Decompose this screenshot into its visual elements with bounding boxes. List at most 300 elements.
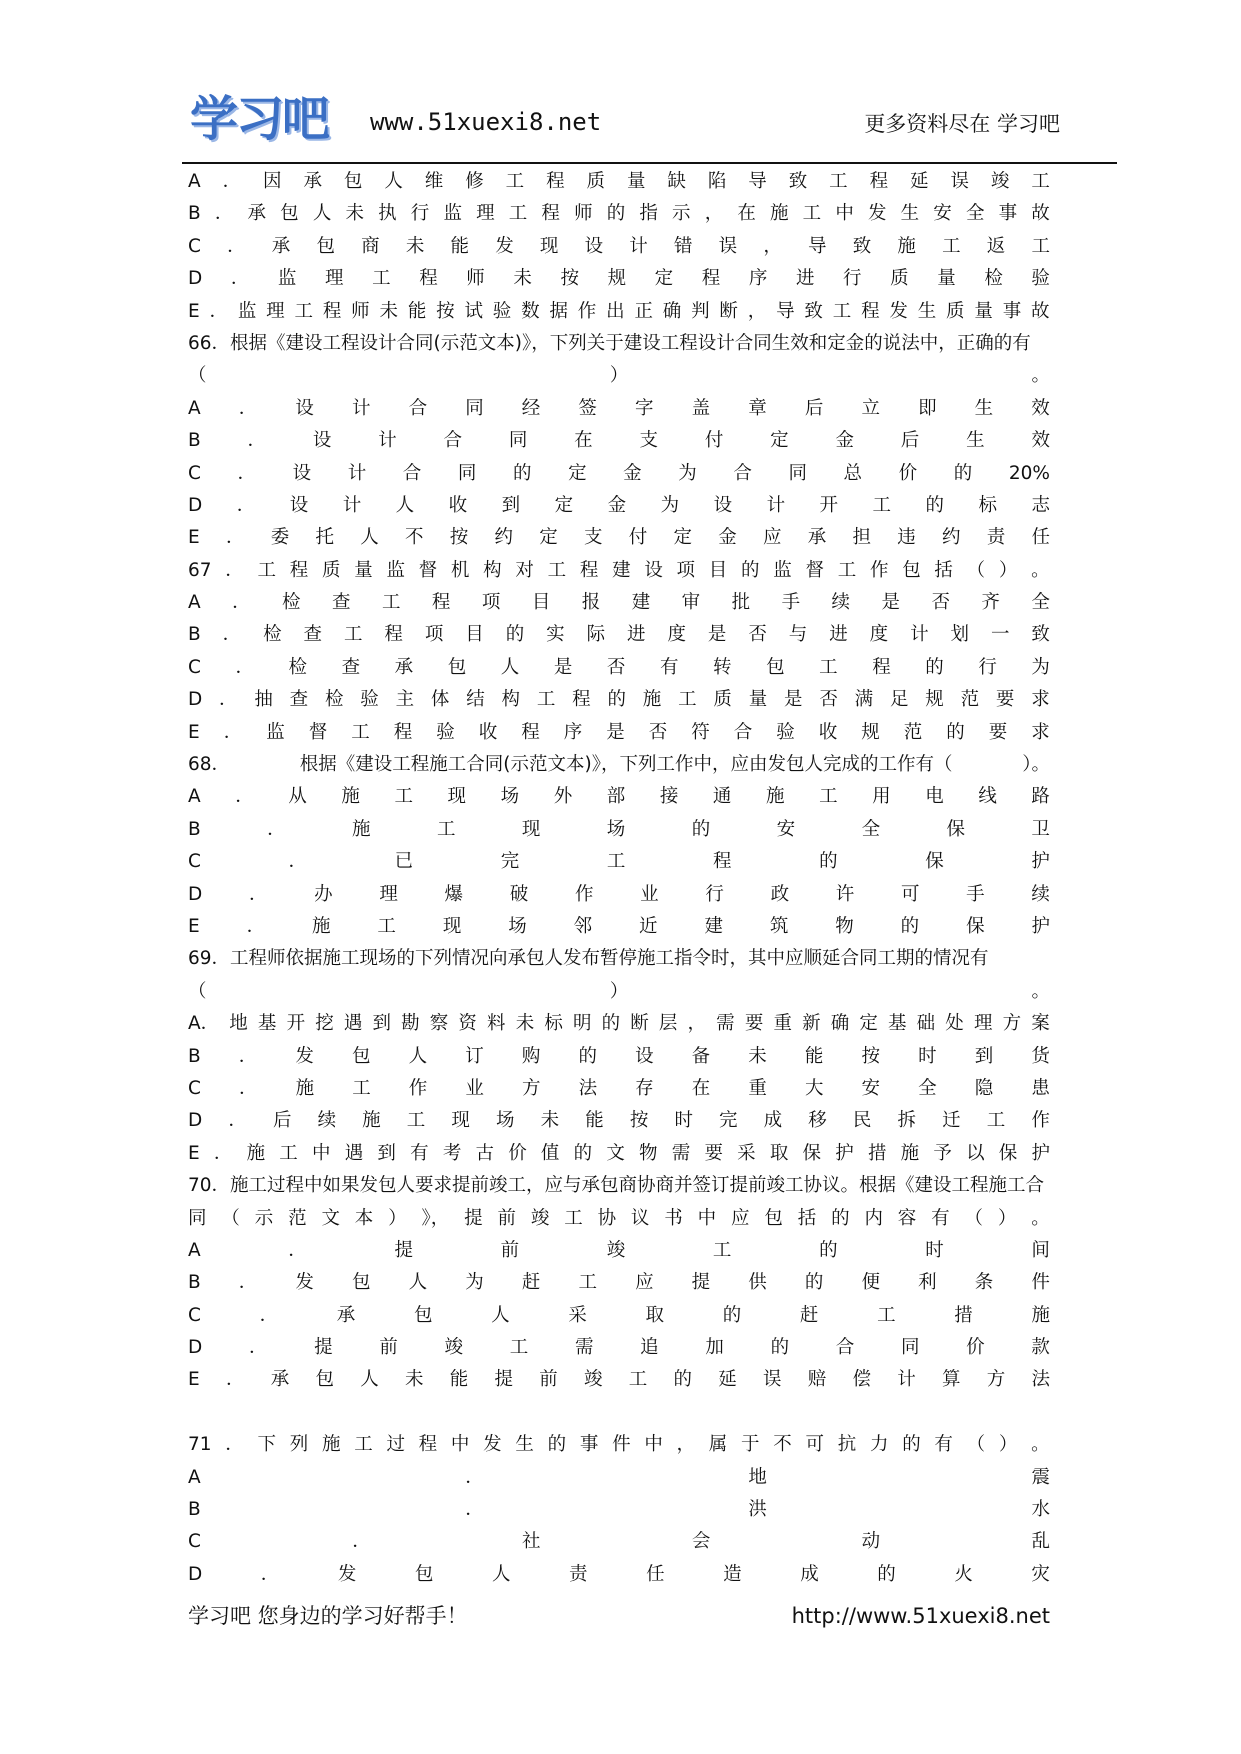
text-token: 合 [408, 397, 428, 419]
text-token: 的 [505, 624, 525, 646]
text-line [188, 231, 1050, 263]
text-token: 要 [704, 1142, 723, 1164]
footer-url: http://www.51xuexi8.net [791, 1604, 1050, 1628]
text-token: 托 [315, 527, 334, 549]
text-token: ． [225, 1369, 245, 1391]
text-token: 定 [654, 268, 674, 290]
text-token: 度 [667, 624, 686, 646]
text-token: ）。 [1022, 754, 1050, 776]
text-token: 工 [294, 300, 314, 322]
text-line [188, 296, 1050, 328]
text-token: 中 [835, 203, 854, 225]
text-token: 报 [581, 592, 601, 614]
text-token: 生 [515, 1434, 534, 1456]
text-token: 护 [1031, 1142, 1050, 1164]
text-token: 目 [708, 559, 728, 581]
text-line [188, 652, 1050, 684]
text-line [188, 490, 1050, 522]
text-token: 动 [861, 1531, 881, 1553]
text-token: E [188, 300, 200, 322]
text-token: 用 [872, 786, 891, 808]
text-token: 洪 [748, 1499, 767, 1521]
text-token: 行 [410, 203, 430, 225]
text-token: 建 [612, 559, 631, 581]
text-token: 人 [395, 494, 415, 516]
text-token: A [188, 1239, 201, 1261]
text-token: 生 [900, 203, 920, 225]
text-line [188, 1170, 1050, 1202]
text-line [188, 425, 1050, 457]
text-line [188, 749, 1050, 781]
footer-slogan: 学习吧 您身边的学习好帮手！ [188, 1604, 468, 1628]
text-token: 应 [762, 527, 782, 549]
text-token: 包 [315, 1369, 334, 1391]
text-token: 对 [515, 559, 534, 581]
text-token: ． [238, 1272, 258, 1294]
text-token: 约 [494, 527, 513, 549]
text-token: 指 [639, 203, 658, 225]
text-line [188, 263, 1050, 295]
text-token: 检 [324, 689, 344, 711]
text-token: 定 [770, 430, 789, 452]
text-token: 地 [748, 1466, 767, 1488]
text-token: 有 [410, 1142, 429, 1164]
text-token: 的 [877, 1563, 896, 1585]
text-token: 人 [408, 1045, 428, 1067]
text-token: 的 [691, 818, 711, 840]
text-token: 示 [672, 203, 691, 225]
text-token: ． [219, 689, 238, 711]
text-token: （ [966, 1434, 986, 1456]
text-token: 的 [953, 462, 973, 484]
text-token: 因 [263, 171, 282, 192]
text-token: ． [352, 1531, 371, 1553]
text-token: 础 [916, 1013, 936, 1035]
text-token: 在 [691, 1077, 711, 1099]
text-token: 为 [678, 462, 697, 484]
text-token: 加 [705, 1337, 724, 1359]
text-token: 一 [990, 624, 1010, 646]
text-token: 审 [681, 592, 701, 614]
text-token: 需 [671, 1142, 691, 1164]
text-token: 物 [835, 915, 854, 937]
text-token: 括 [797, 1207, 817, 1229]
text-token: 人 [360, 527, 379, 549]
text-token: 过 [386, 1434, 405, 1456]
text-token: 进 [795, 268, 815, 290]
text-token: 社 [522, 1531, 541, 1553]
text-token: 承 [270, 1369, 290, 1391]
text-token: 确 [830, 1013, 850, 1035]
text-token: 保 [802, 1142, 822, 1164]
text-token: 委 [270, 527, 290, 549]
text-token: 误 [762, 1369, 782, 1391]
text-token: 担 [852, 527, 871, 549]
text-token: 项 [481, 592, 501, 614]
text-token: 完 [719, 1110, 738, 1132]
text-token: 章 [748, 397, 767, 419]
text-token: E [188, 915, 200, 937]
text-token: 确 [662, 300, 682, 322]
text-token: 提 [691, 1272, 711, 1294]
text-token: 施 [312, 915, 331, 937]
text-token: 大 [804, 1077, 824, 1099]
text-token: 支 [583, 527, 603, 549]
page-header [190, 70, 1120, 162]
text-token: ． [225, 1434, 244, 1456]
text-token: 包 [316, 235, 335, 257]
text-token: 批 [731, 592, 751, 614]
text-token: 场 [508, 915, 527, 937]
text-token: 本 [354, 1207, 374, 1229]
text-token: 火 [954, 1563, 973, 1585]
text-token: ． [227, 235, 246, 257]
text-token: 否 [748, 624, 767, 646]
text-token: 包 [447, 656, 467, 678]
text-token: 力 [869, 1434, 889, 1456]
text-token: 安 [933, 203, 952, 225]
text-token: 发 [867, 203, 887, 225]
text-token: 缺 [667, 171, 686, 192]
text-token: 于 [741, 1434, 760, 1456]
text-token: 收 [478, 721, 498, 743]
text-token: 购 [521, 1045, 541, 1067]
text-token: ． [225, 527, 245, 549]
text-token: 书 [664, 1207, 683, 1229]
text-token: 划 [950, 624, 970, 646]
text-token: ． [209, 300, 229, 322]
text-token: 计 [766, 494, 786, 516]
text-token: 人 [491, 1563, 511, 1585]
text-token: 应 [635, 1272, 654, 1294]
text-token: 工 [872, 494, 892, 516]
text-token: 工 [837, 559, 857, 581]
text-token: 延 [718, 1369, 737, 1391]
text-token: 破 [509, 883, 529, 905]
text-token: 全 [1031, 592, 1050, 614]
text-token: 事 [579, 1434, 599, 1456]
text-token: 时 [674, 1110, 693, 1132]
text-token: 总 [843, 462, 863, 484]
text-token: 提 [394, 1239, 413, 1261]
text-token: 人 [408, 1272, 428, 1294]
text-token: 监 [277, 268, 297, 290]
text-token: ． [288, 851, 308, 873]
text-line [188, 911, 1050, 943]
text-token: 否 [606, 656, 626, 678]
text-token: D [188, 689, 203, 711]
text-token: 未 [404, 1369, 424, 1391]
text-token: 人 [491, 1304, 510, 1326]
text-token: 场 [606, 818, 626, 840]
text-token: 的 [547, 1434, 567, 1456]
text-token: 的 [578, 1045, 597, 1067]
text-token: 方 [1002, 1013, 1022, 1035]
text-token: 业 [465, 1077, 484, 1099]
text-token: 设 [312, 430, 332, 452]
text-token: ， [676, 1434, 696, 1456]
text-token: 重 [748, 1077, 767, 1099]
text-token: 察 [429, 1013, 449, 1035]
text-token: 的 [573, 1142, 593, 1164]
text-token: 属 [708, 1434, 728, 1456]
text-token: B [188, 1045, 201, 1067]
text-token: 工 [832, 300, 852, 322]
text-token: 计 [897, 1369, 916, 1391]
text-token: 执 [378, 203, 397, 225]
text-token: 法 [578, 1077, 598, 1099]
text-token: 在 [574, 430, 593, 452]
text-token: 程 [579, 559, 599, 581]
text-token: 业 [640, 883, 659, 905]
text-token: 满 [854, 689, 874, 711]
text-token: 质 [890, 268, 909, 290]
text-token: 机 [450, 559, 470, 581]
text-line [188, 1041, 1050, 1073]
text-token: 。 [1031, 1434, 1050, 1456]
text-token: ） [609, 365, 629, 387]
text-token: 施 [900, 1142, 920, 1164]
text-token: 程 [546, 171, 565, 192]
text-token: 督 [308, 721, 328, 743]
text-token: 导 [776, 300, 795, 322]
text-token: 工 [279, 1142, 298, 1164]
text-token: 标 [978, 494, 998, 516]
text-token: 程 [701, 268, 721, 290]
text-token: 程 [419, 268, 438, 290]
text-token: 完 [500, 851, 520, 873]
text-token: 量 [748, 689, 768, 711]
text-token: 足 [889, 689, 909, 711]
text-token: 全 [965, 203, 985, 225]
text-token: 订 [465, 1045, 484, 1067]
text-token: B [188, 1499, 201, 1521]
text-token: 经 [521, 397, 541, 419]
text-token: 价 [966, 1337, 985, 1359]
text-token: 齐 [981, 592, 1000, 614]
text-token: C [188, 235, 201, 257]
text-token: ） [997, 1207, 1017, 1229]
text-token: 现 [451, 1110, 470, 1132]
text-token: 能 [804, 1045, 824, 1067]
text-token: 基 [257, 1013, 277, 1035]
text-token: 承 [336, 1304, 356, 1326]
text-token: 民 [852, 1110, 872, 1132]
text-token: ． [235, 786, 254, 808]
text-token: ． [237, 462, 257, 484]
text-token: 竣 [990, 171, 1010, 192]
text-token: 否 [931, 592, 950, 614]
text-token: 计 [629, 235, 648, 257]
text-token: 同 [900, 1337, 920, 1359]
text-token: 未 [345, 203, 364, 225]
text-token: 查 [303, 624, 323, 646]
text-token: 处 [945, 1013, 964, 1035]
text-token: 前 [500, 1239, 520, 1261]
text-token: 求 [1031, 689, 1050, 711]
text-token: 判 [691, 300, 710, 322]
text-token: 取 [769, 1142, 789, 1164]
text-token: 便 [861, 1272, 881, 1294]
text-token: ． [223, 721, 243, 743]
text-token: 监 [237, 300, 257, 322]
text-token: 监 [266, 721, 285, 743]
text-token: 工 [343, 624, 363, 646]
text-token: 致 [1031, 624, 1050, 646]
text-token: 工 [509, 1337, 529, 1359]
text-token: 验 [776, 721, 795, 743]
text-token: 故 [1031, 300, 1050, 322]
text-token: 前 [497, 1207, 516, 1229]
text-token: 效 [1031, 430, 1050, 452]
text-token: 料 [487, 1013, 506, 1035]
text-token: 量 [937, 268, 956, 290]
text-token: 任 [1031, 527, 1050, 549]
text-token: 建 [704, 915, 723, 937]
text-line [188, 1429, 1050, 1461]
text-token: 进 [627, 624, 646, 646]
text-token: 程 [289, 559, 309, 581]
text-token: D [188, 1563, 203, 1585]
text-token: B [188, 624, 201, 646]
text-token: 采 [568, 1304, 587, 1326]
text-token: 定 [539, 527, 558, 549]
text-token: 建 [631, 592, 651, 614]
text-token: 需 [574, 1337, 594, 1359]
text-token: 办 [314, 883, 333, 905]
text-token: 拆 [897, 1110, 916, 1132]
text-token: 从 [288, 786, 307, 808]
text-token: 开 [819, 494, 839, 516]
text-line [188, 781, 1050, 813]
text-token: 理 [325, 268, 344, 290]
text-token: 未 [379, 300, 398, 322]
text-token: 作 [574, 883, 594, 905]
text-line [188, 846, 1050, 878]
text-token: 理 [476, 203, 495, 225]
text-token: 导 [808, 235, 827, 257]
text-token: 价 [898, 462, 918, 484]
text-token: 为 [660, 494, 680, 516]
text-token: 延 [910, 171, 929, 192]
page-footer [188, 1598, 1050, 1634]
text-token: 承 [394, 656, 414, 678]
text-token: 质 [321, 559, 341, 581]
text-token: 续 [831, 592, 851, 614]
text-token: 作 [869, 559, 889, 581]
text-line [188, 976, 1050, 1008]
text-token: 定 [673, 527, 692, 549]
text-token: 追 [640, 1337, 659, 1359]
text-token: 存 [635, 1077, 654, 1099]
text-token: 保 [925, 851, 944, 873]
text-token: 工 [381, 592, 401, 614]
text-token: 有 [659, 656, 679, 678]
text-token: 监 [443, 203, 462, 225]
text-token: 后 [272, 1110, 292, 1132]
text-token: 的 [722, 1304, 742, 1326]
text-token: 可 [805, 1434, 824, 1456]
text-token: 价 [508, 1142, 527, 1164]
text-token: 。 [1031, 980, 1050, 1002]
text-token: 护 [1031, 915, 1050, 937]
text-token: 构 [483, 559, 502, 581]
text-token: 采 [737, 1142, 756, 1164]
text-token: 患 [1031, 1077, 1050, 1099]
text-token: 地 [229, 1013, 248, 1035]
text-token: 发 [483, 1434, 502, 1456]
text-token: 工 [406, 1110, 426, 1132]
text-token: 志 [1031, 494, 1050, 516]
text-token: 到 [377, 1142, 396, 1164]
text-token: C [188, 851, 201, 873]
text-line [188, 1138, 1050, 1170]
text-token: 工 [819, 656, 838, 678]
text-token: 事 [1002, 300, 1022, 322]
text-token: 约 [941, 527, 961, 549]
text-token: 师 [351, 300, 370, 322]
text-token: ． [260, 1563, 280, 1585]
text-token: 度 [869, 624, 889, 646]
text-token: 71 [188, 1434, 212, 1456]
text-token: 的 [900, 915, 920, 937]
text-token: 的 [804, 1272, 824, 1294]
text-token: 施 [246, 1142, 266, 1164]
text-token: 在 [737, 203, 756, 225]
text-line [188, 587, 1050, 619]
text-token: 致 [852, 235, 872, 257]
text-token: ． [238, 397, 258, 419]
text-token: 项 [424, 624, 444, 646]
text-token: 行 [978, 656, 997, 678]
text-token: ． [248, 1337, 268, 1359]
text-token: 能 [450, 235, 470, 257]
text-token: 爆 [444, 883, 464, 905]
text-token: 施 [642, 689, 662, 711]
text-token: 作 [1031, 1110, 1050, 1132]
text-token: 为 [465, 1272, 484, 1294]
text-token: 续 [1031, 883, 1050, 905]
text-token: 时 [925, 1239, 944, 1261]
text-token: 结 [466, 689, 485, 711]
text-token: 赶 [799, 1304, 819, 1326]
text-token: 的 [512, 462, 532, 484]
text-line [188, 717, 1050, 749]
text-token: 质 [713, 689, 732, 711]
text-token: 合 [402, 462, 422, 484]
text-token: 验 [1031, 268, 1050, 290]
text-token: 现 [539, 235, 559, 257]
text-token: 包 [343, 171, 363, 192]
text-token: 师 [574, 203, 593, 225]
text-token: 按 [560, 268, 579, 290]
text-token: 错 [673, 235, 693, 257]
text-token: 提 [494, 1369, 513, 1391]
text-token: 施 [341, 786, 360, 808]
text-token: 根据《建设工程施工合同(示范文本)》，下列工作中，应由发包人完成的工作有（ [299, 754, 953, 776]
text-token: （ [221, 1207, 240, 1229]
text-token: C [188, 1304, 201, 1326]
text-token: 构 [501, 689, 521, 711]
text-token: 工 [606, 851, 626, 873]
text-token: 发 [295, 1045, 314, 1067]
text-token: 否 [648, 721, 668, 743]
text-token: ． [214, 203, 234, 225]
text-token: 工 [564, 1207, 583, 1229]
text-token: 作 [577, 300, 597, 322]
text-token: 程 [861, 300, 880, 322]
text-token: 工 [712, 1239, 732, 1261]
